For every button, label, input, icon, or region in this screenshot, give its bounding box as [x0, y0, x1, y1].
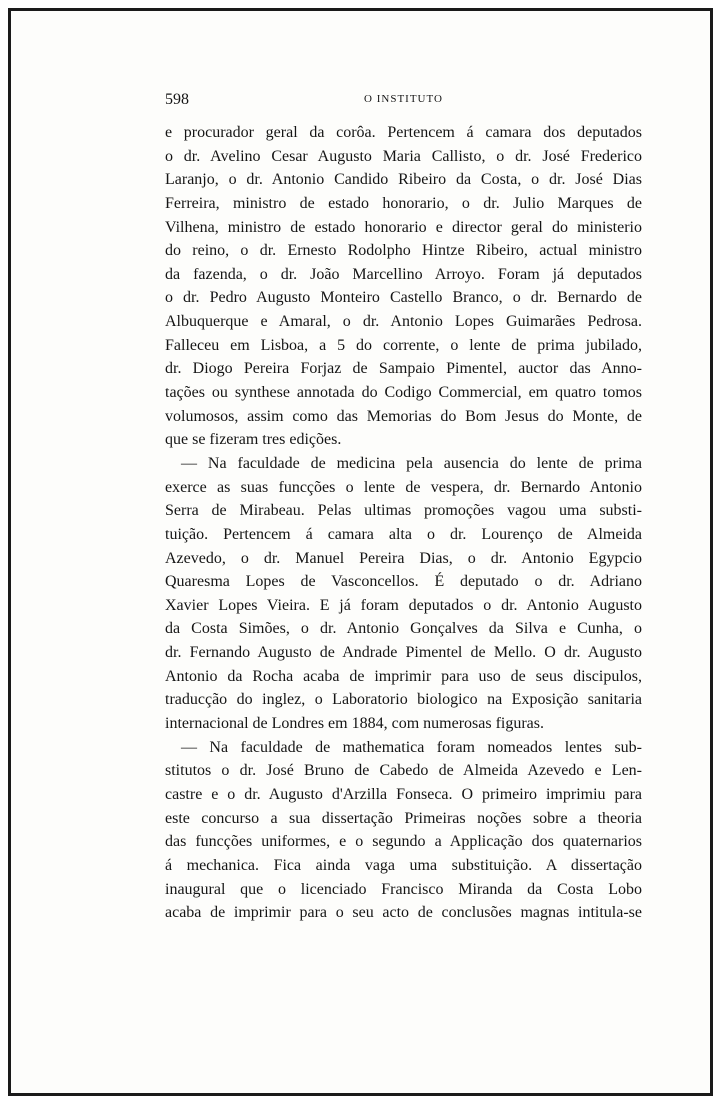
text-line: Ferreira, ministro de estado honorario, o dr. Julio Marques de — [165, 194, 642, 212]
text-line: e procurador geral da corôa. Pertencem á camara dos deputados — [165, 124, 642, 141]
text-line: o dr. Avelino Cesar Augusto Maria Callisto, o dr. José Frederico — [165, 147, 642, 165]
text-line: do reino, o dr. Ernesto Rodolpho Hintze Ribeiro, actual ministro — [165, 242, 642, 260]
text-line: á mechanica. Fica ainda vaga uma substituição. A dissertação — [165, 856, 642, 874]
text-line: dr. Fernando Augusto de Andrade Pimentel de Mello. O dr. Augusto — [165, 644, 642, 662]
text-line: dr. Diogo Pereira Forjaz de Sampaio Pimentel, auctor das Anno- — [165, 360, 642, 378]
text-line: Xavier Lopes Vieira. E já foram deputados o dr. Antonio Augusto — [165, 596, 642, 614]
text-line: volumosos, assim como das Memorias do Bom Jesus do Monte, de — [165, 407, 642, 425]
text-line: o dr. Pedro Augusto Monteiro Castello Branco, o dr. Bernardo de — [165, 289, 642, 307]
text-line: stitutos o dr. José Bruno de Cabedo de Almeida Azevedo e Len- — [165, 762, 642, 780]
text-line: acaba de imprimir para o seu acto de conclusões magnas intitula-se — [165, 904, 642, 922]
text-line: castre e o dr. Augusto d'Arzilla Fonseca. O primeiro imprimiu para — [165, 785, 642, 803]
running-title: O INSTITUTO — [364, 93, 443, 105]
text-line: tuição. Pertencem á camara alta o dr. Lourenço de Almeida — [165, 525, 642, 543]
text-line: da Costa Simões, o dr. Antonio Gonçalves da Silva e Cunha, o — [165, 620, 642, 638]
text-line: internacional de Londres em 1884, com numerosas figuras. — [165, 715, 544, 733]
text-line: Antonio da Rocha acaba de imprimir para uso de seus discipulos, — [165, 667, 642, 685]
text-line: Laranjo, o dr. Antonio Candido Ribeiro da Costa, o dr. José Dias — [165, 171, 642, 189]
text-line: — Na faculdade de mathematica foram nomeados lentes sub- — [181, 738, 642, 756]
text-line: que se fizeram tres edições. — [165, 431, 342, 449]
text-line: das funcções uniformes, e o segundo a Applicação dos quaternarios — [165, 833, 642, 851]
text-line: Serra de Mirabeau. Pelas ultimas promoções vagou uma substi- — [165, 502, 642, 520]
text-line: Falleceu em Lisboa, a 5 do corrente, o lente de prima jubilado, — [165, 336, 642, 354]
text-line: — Na faculdade de medicina pela ausencia do lente de prima — [181, 454, 642, 472]
text-line: Azevedo, o dr. Manuel Pereira Dias, o dr. Antonio Egypcio — [165, 549, 642, 567]
page-header — [165, 91, 642, 111]
text-line: este concurso a sua dissertação Primeiras noções sobre a theoria — [165, 809, 642, 827]
page-number: 598 — [165, 91, 189, 108]
text-line: inaugural que o licenciado Francisco Miranda da Costa Lobo — [165, 880, 642, 898]
text-line: Vilhena, ministro de estado honorario e director geral do ministerio — [165, 218, 642, 236]
text-line: Albuquerque e Amaral, o dr. Antonio Lopes Guimarães Pedrosa. — [165, 313, 642, 331]
text-line: traducção do inglez, o Laboratorio biologico na Exposição sanitaria — [165, 691, 642, 709]
text-line: Quaresma Lopes de Vasconcellos. É deputado o dr. Adriano — [165, 573, 642, 591]
text-line: exerce as suas funcções o lente de vespera, dr. Bernardo Antonio — [165, 478, 642, 496]
text-line: da fazenda, o dr. João Marcellino Arroyo. Foram já deputados — [165, 265, 642, 283]
body-text — [165, 121, 642, 925]
text-line: tações ou synthese annotada do Codigo Commercial, em quatro tomos — [165, 384, 642, 402]
